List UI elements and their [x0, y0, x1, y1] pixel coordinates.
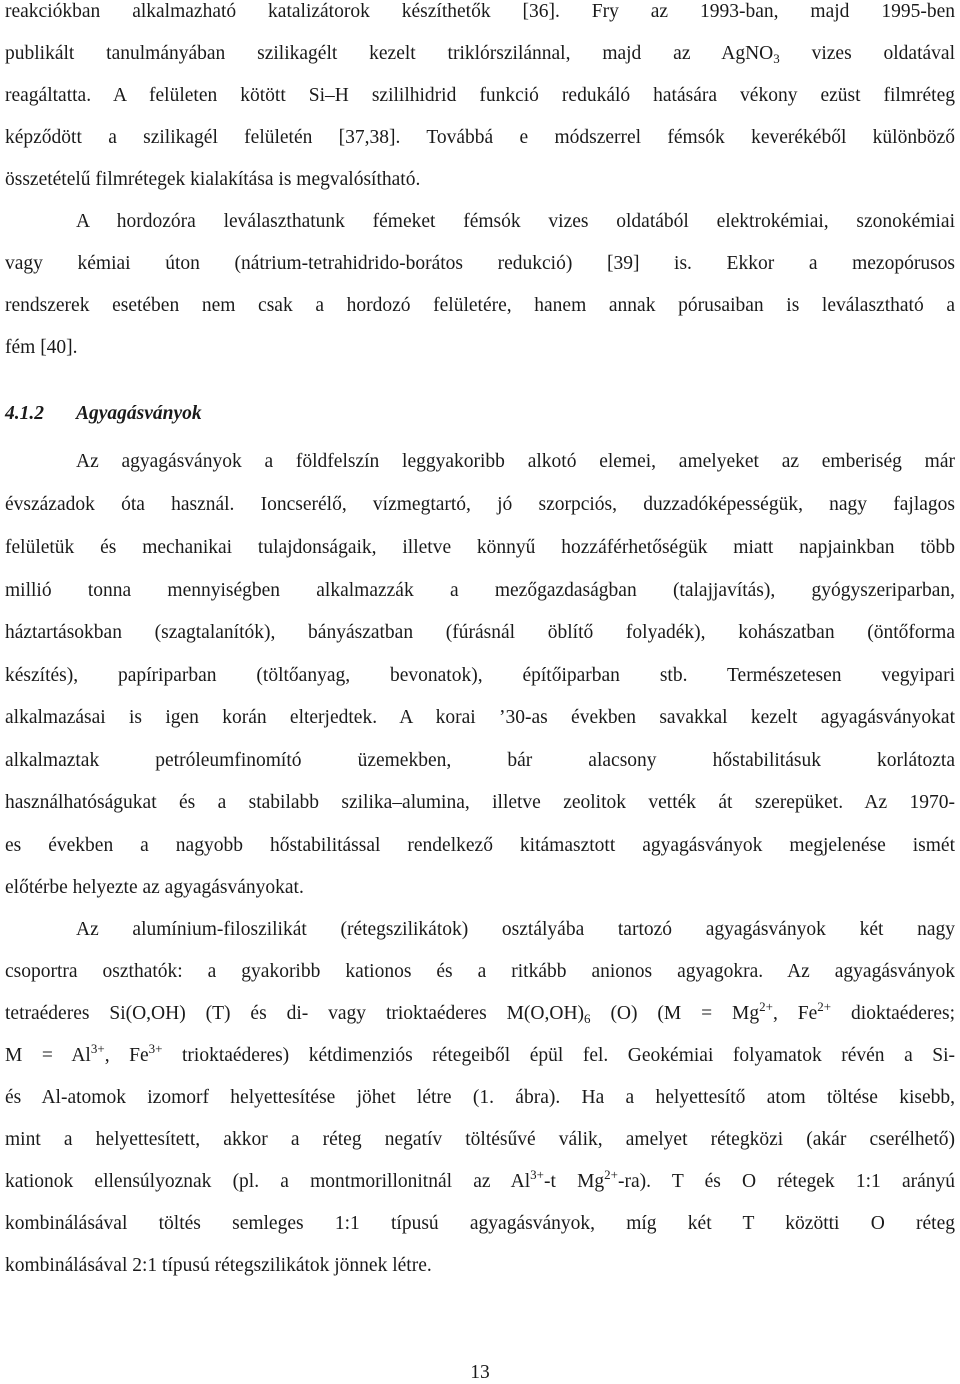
text-line: évszázadok óta használ. Ioncserélő, vízmegtartó, jó szorpciós, duzzadóképességük, nagy fajlagos [5, 494, 955, 515]
text-line: készítés), papíriparban (töltőanyag, bevonatok), építőiparban stb. Természetesen vegyipari [5, 665, 955, 686]
superscript: 3+ [90, 1041, 105, 1056]
text-line: publikált tanulmányában szilikagélt kezelt triklórszilánnal, majd az AgNO$_3$ vizes oldatával [5, 43, 955, 66]
section-number: 4.1.2 [5, 403, 44, 424]
text-line: millió tonna mennyiségben alkalmazzák a mezőgazdaságban (talajjavítás), gyógyszeriparban, [5, 580, 955, 601]
text-line: Az alumínium-filoszilikát (rétegszilikátok) osztályába tartozó agyagásványok két nagy [76, 919, 955, 940]
section-title: Agyagásványok [76, 403, 202, 424]
text-line: Az agyagásványok a földfelszín leggyakoribb alkotó elemei, amelyeket az emberiség már [76, 451, 955, 472]
text-line: és Al-atomok izomorf helyettesítése jöhet létre (1. ábra). Ha a helyettesítő atom töltése kisebb, [5, 1087, 955, 1108]
text-line: kombinálásával töltés semleges 1:1 típusú agyagásványok, míg két T közötti O réteg [5, 1213, 955, 1234]
page-number: 13 [470, 1362, 490, 1383]
superscript: 2+ [817, 999, 832, 1014]
text-line: használhatóságukat és a stabilabb szilika–alumina, illetve zeolitok vették át szerepüket. Az 1970- [5, 792, 955, 813]
subscript: 3 [773, 51, 780, 66]
text-line: reakciókban alkalmazható katalizátorok készíthetők [36]. Fry az 1993-ban, majd 1995-ben [5, 1, 955, 22]
superscript: 3+ [148, 1041, 163, 1056]
superscript: 2+ [759, 999, 773, 1014]
text-line: rendszerek esetében nem csak a hordozó felületére, hanem annak pórusaiban is leválasztható a [5, 295, 955, 316]
text-line: képződött a szilikagél felületén [37,38]. Továbbá e módszerrel fémsók keverékéből különböző [5, 127, 955, 148]
text-line: A hordozóra leválaszthatunk fémeket fémsók vizes oldatából elektrokémiai, szonokémiai [76, 211, 955, 232]
text-line: előtérbe helyezte az agyagásványokat. [5, 877, 304, 898]
text-line: $M = Al^{3+}$, $Fe^{3+}$ trioktaéderes) kétdimenziós rétegeiből épül fel. Geokémiai folyamatok révén a Si- [5, 1041, 956, 1066]
text-line: alkalmazásai is igen korán elterjedtek. A korai ’30-as években savakkal kezelt agyagásványokat [5, 707, 955, 728]
superscript: 2+ [604, 1167, 619, 1182]
text-line: vagy kémiai úton (nátrium-tetrahidrido-borátos redukció) [39] is. Ekkor a mezopórusos [5, 253, 955, 274]
subscript: 6 [584, 1011, 591, 1026]
text-line: kationok ellensúlyoznak (pl. a montmorillonitnál az $Al^{3+}-t$ $Mg^{2+}-ra$). T és O rétegek 1:1 arányú [5, 1167, 955, 1192]
text-line: fém [40]. [5, 337, 78, 358]
text-line: es években a nagyobb hőstabilitással rendelkező kitámasztott agyagásványok megjelenése ismét [5, 835, 955, 856]
superscript: 3+ [530, 1167, 544, 1182]
text-line: tetraéderes Si(O,OH) (T) és di- vagy trioktaéderes $M(O,OH)_6$ (O) ($M = Mg^{2+}$, $Fe^{2+}$ dioktaéderes; [5, 999, 956, 1026]
section-heading [5, 403, 202, 425]
text-line: háztartásokban (szagtalanítók), bányászatban (fúrásnál öblítő folyadék), kohászatban (öntőforma [5, 622, 955, 643]
text-line: alkalmaztak petróleumfinomító üzemekben, bár alacsony hőstabilitásuk korlátozta [5, 750, 955, 771]
text-line: mint a helyettesített, akkor a réteg negatív töltésűvé válik, amelyet rétegközi (akár cserélhető) [5, 1129, 955, 1150]
text-line: összetételű filmrétegek kialakítása is megvalósítható. [5, 169, 421, 190]
text-line: felületük és mechanikai tulajdonságaik, illetve könnyű hozzáférhetőségük miatt napjainkban több [5, 537, 955, 558]
text-line: reagáltatta. A felületen kötött Si–H szililhidrid funkció redukáló hatására vékony ezüst filmréteg [5, 85, 955, 106]
text-line: kombinálásával 2:1 típusú rétegszilikátok jönnek létre. [5, 1255, 432, 1276]
text-line: csoportra oszthatók: a gyakoribb kationos és a ritkább anionos agyagokra. Az agyagásványok [5, 961, 955, 982]
document-page [5, 0, 955, 1384]
